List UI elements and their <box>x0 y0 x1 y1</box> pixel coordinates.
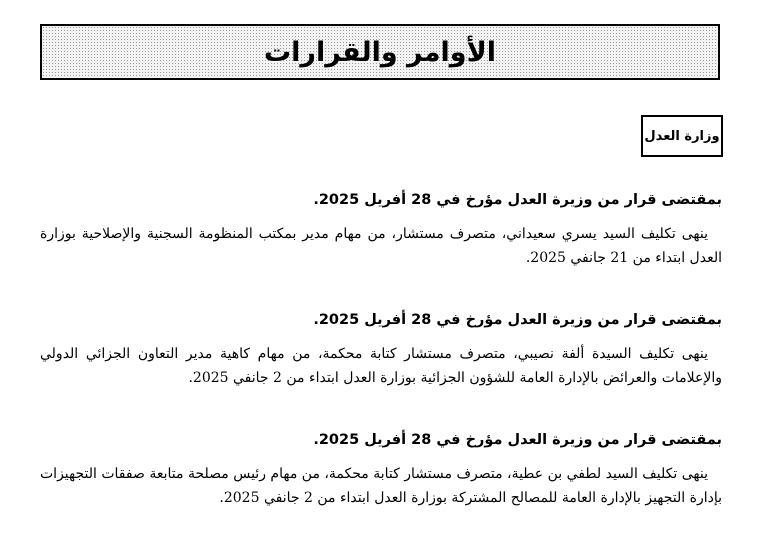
decision-heading: بمقتضى قرار من وزيرة العدل مؤرخ في 28 أفريل 2025. <box>313 192 722 208</box>
decisions-list <box>40 188 722 548</box>
decision-item <box>40 308 722 390</box>
decision-heading: بمقتضى قرار من وزيرة العدل مؤرخ في 28 أفريل 2025. <box>313 312 722 328</box>
section-banner <box>40 24 720 80</box>
ministry-box <box>641 115 723 157</box>
decision-item <box>40 428 722 510</box>
decision-body: ينهى تكليف السيد لطفي بن عطية، متصرف مستشار كتابة محكمة، من مهام رئيس مصلحة متابعة صفقات التجهيزات بإدارة التجهيز بالإدارة العامة للمصالح المشتركة بوزارة العدل ابتداء من 2 جانفي 2025. <box>40 466 722 506</box>
section-title: الأوامر والقرارات <box>264 36 496 68</box>
decision-body: ينهى تكليف السيد يسري سعيداني، متصرف مستشار، من مهام مدير بمكتب المنظومة السجنية والإصلاحية بوزارة العدل ابتداء من 21 جانفي 2025. <box>40 226 722 266</box>
decision-body: ينهى تكليف السيدة ألفة نصيبي، متصرف مستشار كتابة محكمة، من مهام كاهية مدير التعاون الجزائي الدولي والإعلامات والعرائض بالإدارة العامة للشؤون الجزائية بوزارة العدل ابتداء من 2 جانفي 2025. <box>40 346 722 386</box>
ministry-label: وزارة العدل <box>644 128 720 144</box>
decision-item <box>40 188 722 270</box>
decision-heading: بمقتضى قرار من وزيرة العدل مؤرخ في 28 أفريل 2025. <box>313 432 722 448</box>
